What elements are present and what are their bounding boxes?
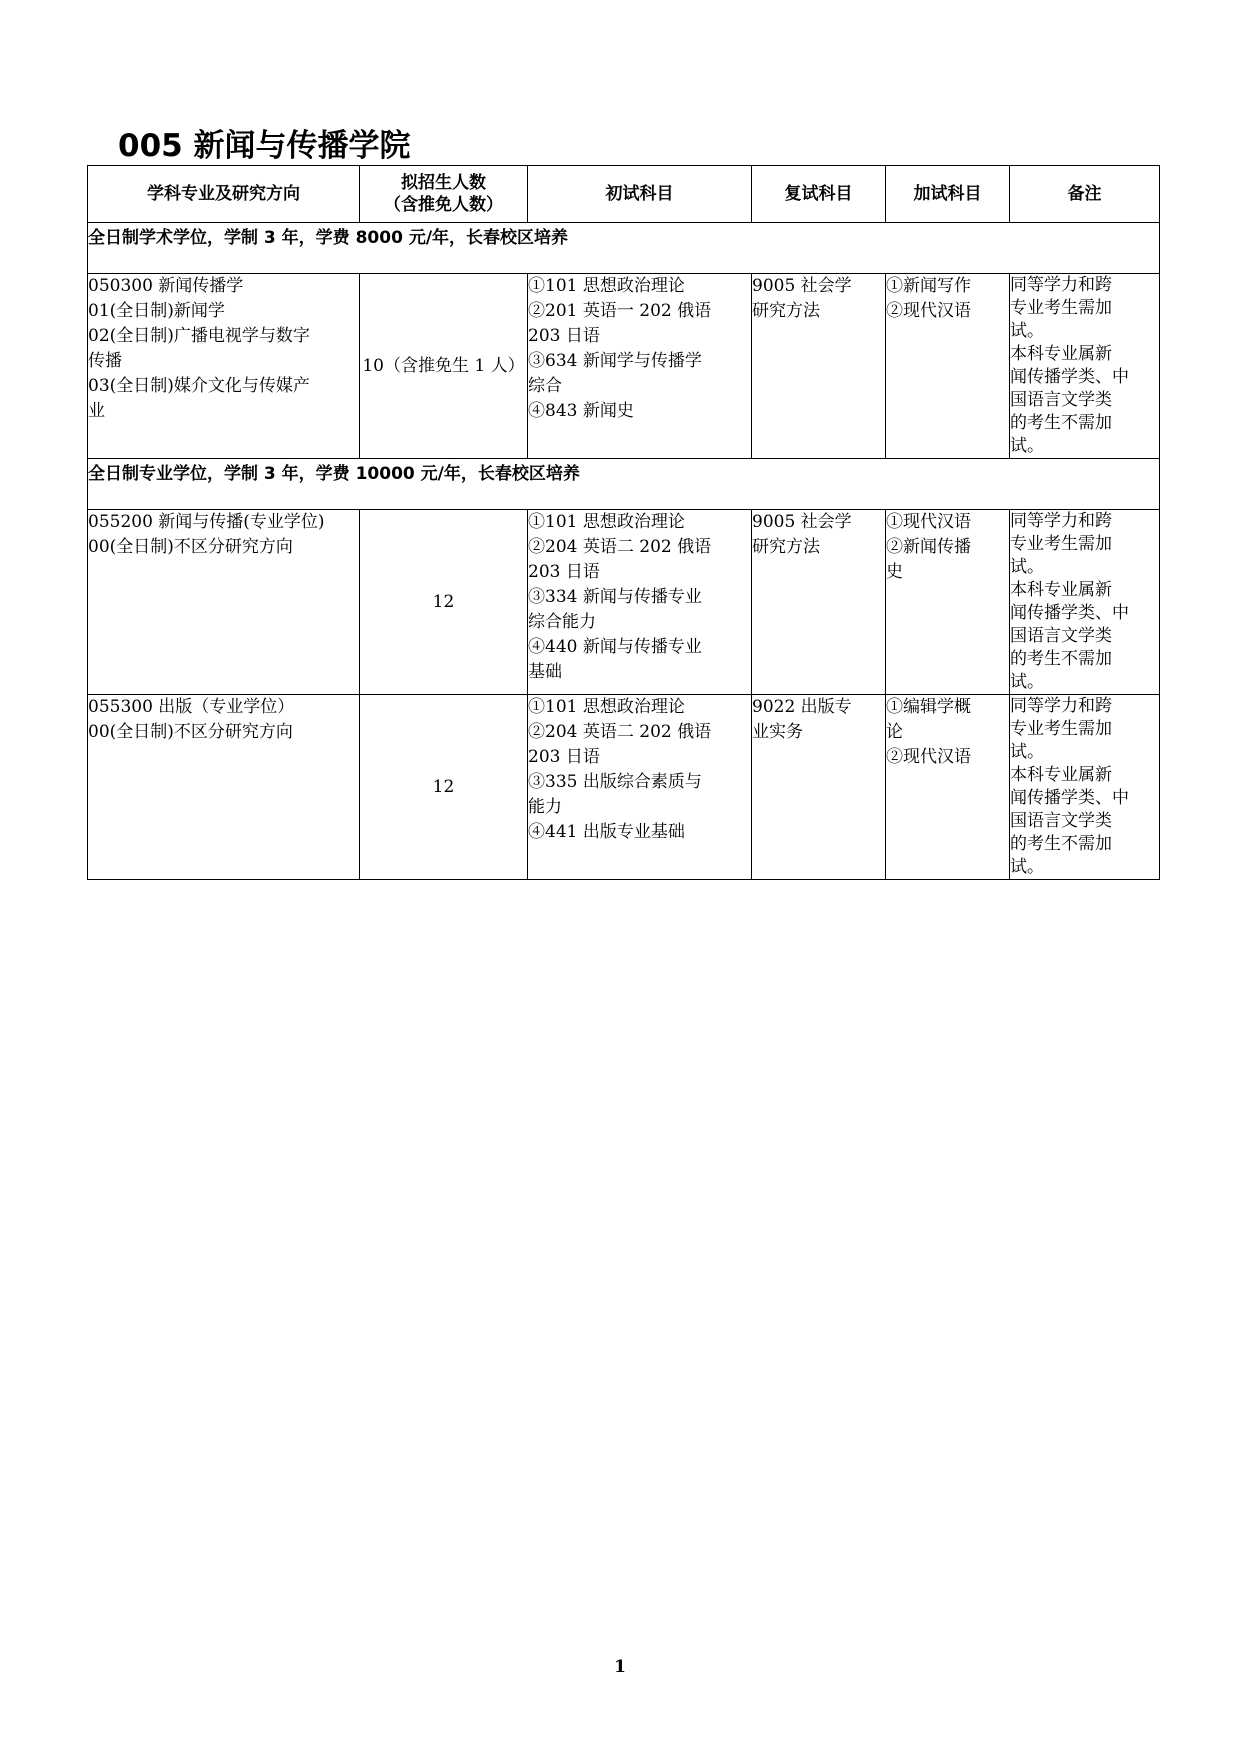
page-number: 1 (614, 1657, 626, 1677)
section-heading-row (88, 459, 1160, 510)
initial-exam-line: ③335 出版综合素质与 (528, 772, 702, 792)
additional-exam-line: ①现代汉语 (886, 512, 971, 532)
initial-exam-line: ④441 出版专业基础 (528, 822, 685, 842)
notes-line: 国语言文学类 (1010, 811, 1112, 831)
major-cell (88, 510, 360, 695)
notes-cell (1010, 274, 1160, 459)
major-line: 055300 出版（专业学位） (88, 697, 295, 717)
major-line: 00(全日制)不区分研究方向 (88, 537, 293, 557)
initial-exam-line: ①101 思想政治理论 (528, 697, 685, 717)
table-body (88, 223, 1160, 880)
table-row (88, 695, 1160, 880)
initial-exam-cell (528, 274, 752, 459)
quota-note: （含推免生 1 人） (384, 355, 525, 376)
quota-value: 12 (432, 776, 455, 797)
header-additional: 加试科目 (886, 166, 1010, 223)
initial-exam-line: 203 日语 (528, 747, 600, 767)
additional-exam-line: ②现代汉语 (886, 301, 971, 321)
header-retest: 复试科目 (752, 166, 886, 223)
notes-line: 国语言文学类 (1010, 390, 1112, 410)
notes-line: 国语言文学类 (1010, 626, 1112, 646)
initial-exam-cell (528, 695, 752, 880)
initial-exam-line: 能力 (528, 797, 562, 817)
section-heading: 全日制学术学位，学制 3 年，学费 8000 元/年，长春校区培养 (88, 223, 1160, 274)
quota-value: 12 (432, 591, 455, 612)
initial-exam-line: ③634 新闻学与传播学 (528, 351, 702, 371)
retest-cell (752, 274, 886, 459)
notes-cell (1010, 510, 1160, 695)
initial-exam-line: 综合能力 (528, 612, 596, 632)
additional-exam-line: ①编辑学概 (886, 697, 971, 717)
header-quota-line2: （含推免人数） (384, 195, 503, 215)
initial-exam-line: ④440 新闻与传播专业 (528, 637, 702, 657)
header-quota-line1: 拟招生人数 (401, 173, 486, 193)
major-cell (88, 274, 360, 459)
initial-exam-line: ④843 新闻史 (528, 401, 634, 421)
quota-cell (360, 695, 528, 880)
additional-exam-line: 史 (886, 562, 903, 582)
additional-exam-line: 论 (886, 722, 903, 742)
table-row (88, 274, 1160, 459)
initial-exam-line: 基础 (528, 662, 562, 682)
major-cell (88, 695, 360, 880)
notes-line: 同等学力和跨 (1010, 275, 1112, 295)
major-line: 02(全日制)广播电视学与数字 (88, 326, 310, 346)
major-line: 03(全日制)媒介文化与传媒产 (88, 376, 310, 396)
notes-line: 试。 (1010, 557, 1044, 577)
notes-line: 闻传播学类、中 (1010, 788, 1129, 808)
retest-line: 9005 社会学 (752, 276, 852, 296)
table-header-row (88, 166, 1160, 223)
initial-exam-line: 203 日语 (528, 562, 600, 582)
notes-line: 闻传播学类、中 (1010, 367, 1129, 387)
notes-line: 闻传播学类、中 (1010, 603, 1129, 623)
retest-line: 9005 社会学 (752, 512, 852, 532)
notes-line: 专业考生需加 (1010, 298, 1112, 318)
initial-exam-line: ①101 思想政治理论 (528, 512, 685, 532)
notes-line: 试。 (1010, 857, 1044, 877)
retest-line: 业实务 (752, 722, 803, 742)
major-line: 00(全日制)不区分研究方向 (88, 722, 293, 742)
major-line: 01(全日制)新闻学 (88, 301, 225, 321)
notes-line: 本科专业属新 (1010, 344, 1112, 364)
major-line: 055200 新闻与传播(专业学位) (88, 512, 325, 532)
initial-exam-line: ③334 新闻与传播专业 (528, 587, 702, 607)
initial-exam-cell (528, 510, 752, 695)
notes-line: 的考生不需加 (1010, 834, 1112, 854)
retest-line: 研究方法 (752, 301, 820, 321)
retest-cell (752, 695, 886, 880)
additional-exam-line: ①新闻写作 (886, 276, 971, 296)
notes-line: 本科专业属新 (1010, 580, 1112, 600)
initial-exam-line: ②204 英语二 202 俄语 (528, 722, 712, 742)
notes-line: 同等学力和跨 (1010, 696, 1112, 716)
retest-line: 研究方法 (752, 537, 820, 557)
table-row (88, 510, 1160, 695)
notes-line: 试。 (1010, 742, 1044, 762)
initial-exam-line: ②204 英语二 202 俄语 (528, 537, 712, 557)
additional-exam-line: ②新闻传播 (886, 537, 971, 557)
additional-exam-cell (886, 695, 1010, 880)
notes-line: 试。 (1010, 672, 1044, 692)
notes-line: 专业考生需加 (1010, 719, 1112, 739)
quota-cell (360, 274, 528, 459)
initial-exam-line: ①101 思想政治理论 (528, 276, 685, 296)
notes-line: 本科专业属新 (1010, 765, 1112, 785)
additional-exam-line: ②现代汉语 (886, 747, 971, 767)
page-title: 005 新闻与传播学院 (118, 128, 411, 164)
additional-exam-cell (886, 510, 1010, 695)
retest-line: 9022 出版专 (752, 697, 852, 717)
initial-exam-line: 203 日语 (528, 326, 600, 346)
notes-cell (1010, 695, 1160, 880)
header-quota (360, 166, 528, 223)
major-line: 传播 (88, 351, 122, 371)
header-notes: 备注 (1010, 166, 1160, 223)
header-major: 学科专业及研究方向 (88, 166, 360, 223)
major-line: 业 (88, 401, 105, 421)
notes-line: 专业考生需加 (1010, 534, 1112, 554)
notes-line: 试。 (1010, 321, 1044, 341)
major-line: 050300 新闻传播学 (88, 276, 244, 296)
section-heading: 全日制专业学位，学制 3 年，学费 10000 元/年，长春校区培养 (88, 459, 1160, 510)
header-initial-exam: 初试科目 (528, 166, 752, 223)
quota-cell (360, 510, 528, 695)
section-heading-row (88, 223, 1160, 274)
additional-exam-cell (886, 274, 1010, 459)
notes-line: 的考生不需加 (1010, 413, 1112, 433)
retest-cell (752, 510, 886, 695)
enrollment-table (87, 165, 1160, 880)
notes-line: 的考生不需加 (1010, 649, 1112, 669)
initial-exam-line: ②201 英语一 202 俄语 (528, 301, 712, 321)
initial-exam-line: 综合 (528, 376, 562, 396)
quota-value: 10 (362, 355, 384, 376)
notes-line: 试。 (1010, 436, 1044, 456)
notes-line: 同等学力和跨 (1010, 511, 1112, 531)
